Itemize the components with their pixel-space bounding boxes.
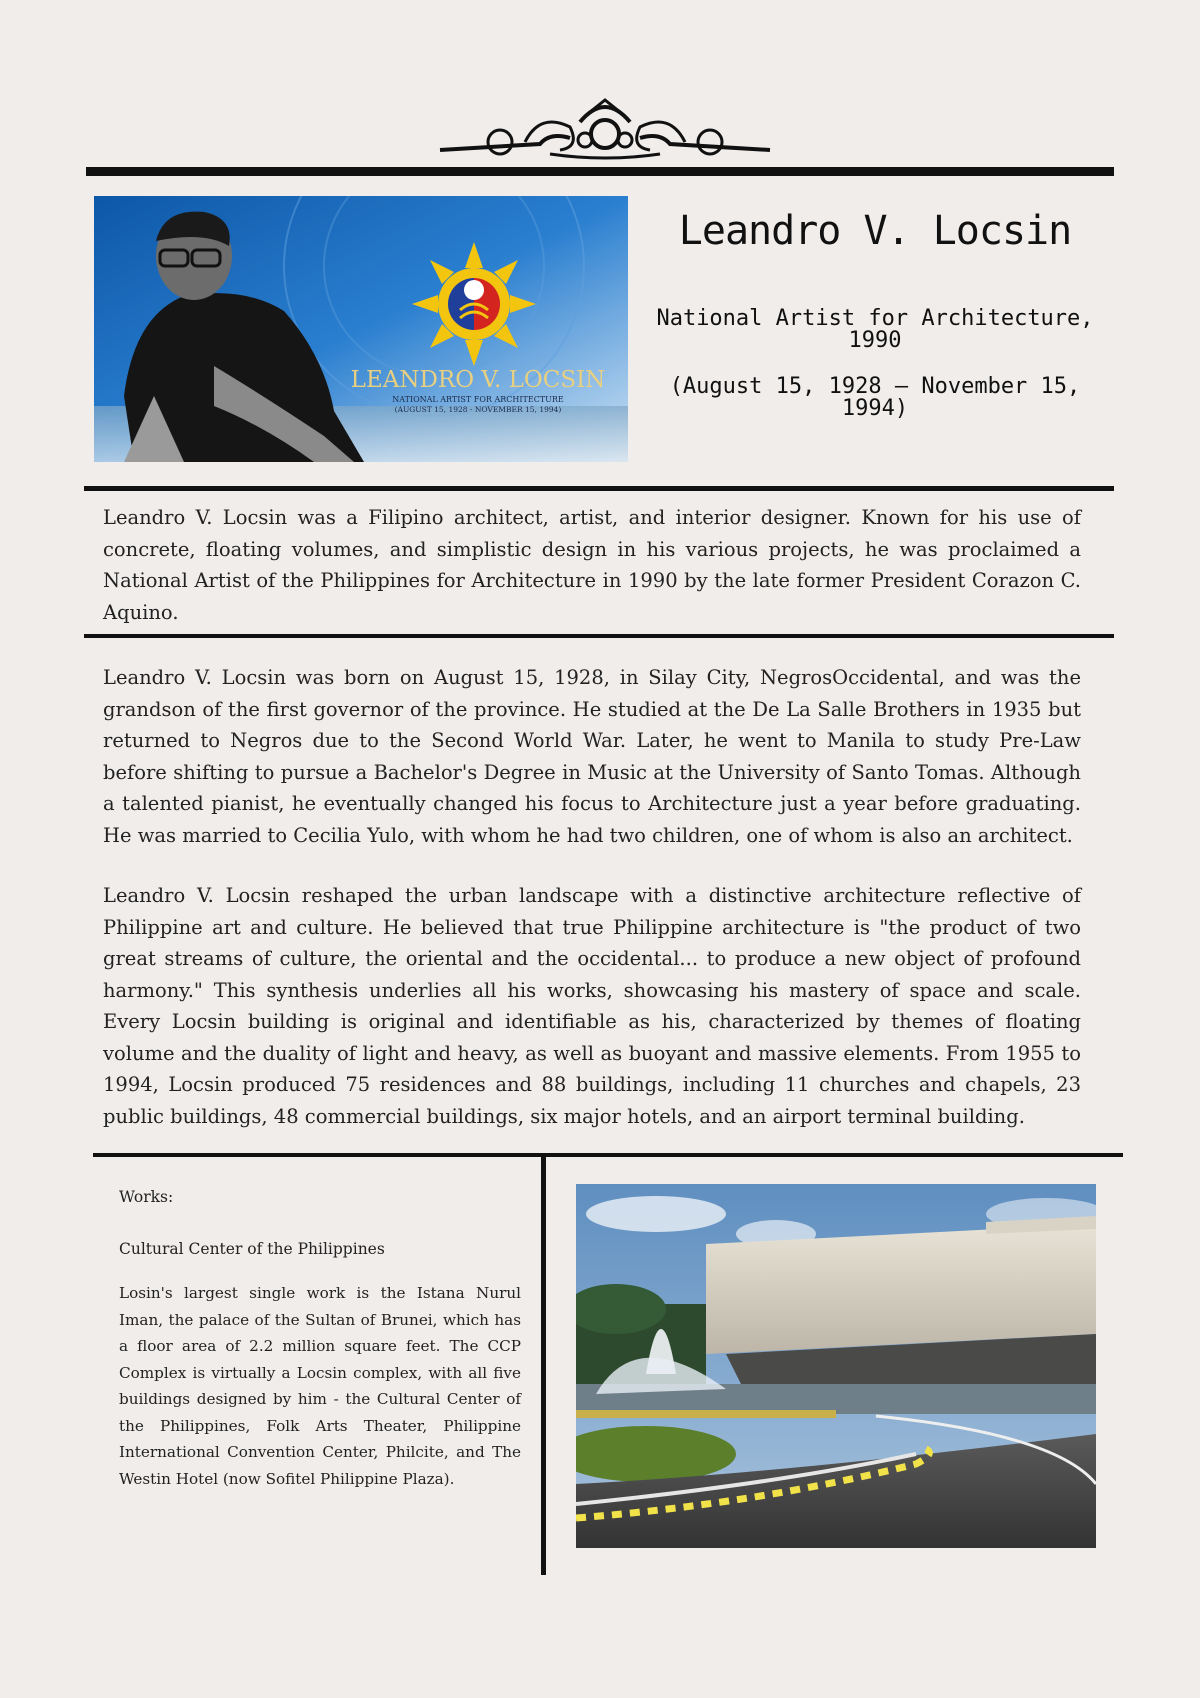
scroll-flourish-ornament — [430, 92, 780, 162]
works-divider — [93, 1153, 1123, 1157]
work-description: Losin's largest single work is the Istana Nurul Iman, the palace of the Sultan of Brunei, which has a floor area of 2.2 million square feet. The CCP Complex is virtually a Locsin complex, with all five buildings designed by him - the Cultural Center of the Philippines, Folk Arts Theater, Philippine International Convention Center, Philcite, and The Westin Hotel (now Sofitel Philippine Plaza). — [119, 1284, 521, 1488]
cultural-center-photo — [576, 1184, 1096, 1548]
biography-paragraph-2: Leandro V. Locsin reshaped the urban landscape with a distinctive architecture reflective of Philippine art and culture. He believed that true Philippine architecture is "the product of two great streams of culture, the oriental and the occidental... to produce a new object of profound harmony." This synthesis underlies all his works, showcasing his mastery of space and scale. Every Locsin building is original and identifiable as his, characterized by themes of floating volume and the duality of light and heavy, as well as buoyant and massive elements. From 1955 to 1994, Locsin produced 75 residences and 88 buildings, including 11 churches and chapels, 23 public buildings, 48 commercial buildings, six major hotels, and an airport terminal building. — [103, 884, 1081, 1128]
intro-divider — [84, 634, 1114, 638]
banner-caption-line2: (AUGUST 15, 1928 - NOVEMBER 15, 1994) — [394, 405, 562, 414]
works-column-divider — [541, 1153, 546, 1575]
banner-caption-line1: NATIONAL ARTIST FOR ARCHITECTURE — [392, 395, 564, 404]
hero-divider — [84, 486, 1114, 491]
banner-name-text: LEANDRO V. LOCSIN — [350, 367, 606, 393]
top-divider — [86, 167, 1114, 176]
subtitle-line2: 1990 — [848, 328, 902, 353]
dates-line2: 1994) — [841, 396, 909, 421]
page-title: Leandro V. Locsin — [678, 208, 1072, 254]
portrait-banner-image — [94, 196, 628, 462]
work-title: Cultural Center of the Philippines — [119, 1240, 385, 1258]
subtitle-line1: National Artist for Architecture, — [656, 306, 1094, 331]
intro-paragraph: Leandro V. Locsin was a Filipino architect, artist, and interior designer. Known for his use of concrete, floating volumes, and simplistic design in his various projects, he was proclaimed a National Artist of the Philippines for Architecture in 1990 by the late former President Corazon C. Aquino. — [103, 506, 1081, 624]
works-heading: Works: — [119, 1188, 174, 1206]
dates-line1: (August 15, 1928 – November 15, — [669, 374, 1081, 399]
biography-paragraph-1: Leandro V. Locsin was born on August 15, 1928, in Silay City, NegrosOccidental, and was the grandson of the first governor of the province. He studied at the De La Salle Brothers in 1935 but returned to Negros due to the Second World War. Later, he went to Manila to study Pre-Law before shifting to pursue a Bachelor's Degree in Music at the University of Santo Tomas. Although a talented pianist, he eventually changed his focus to Architecture just a year before graduating. He was married to Cecilia Yulo, with whom he had two children, one of whom is also an architect. — [103, 666, 1081, 847]
